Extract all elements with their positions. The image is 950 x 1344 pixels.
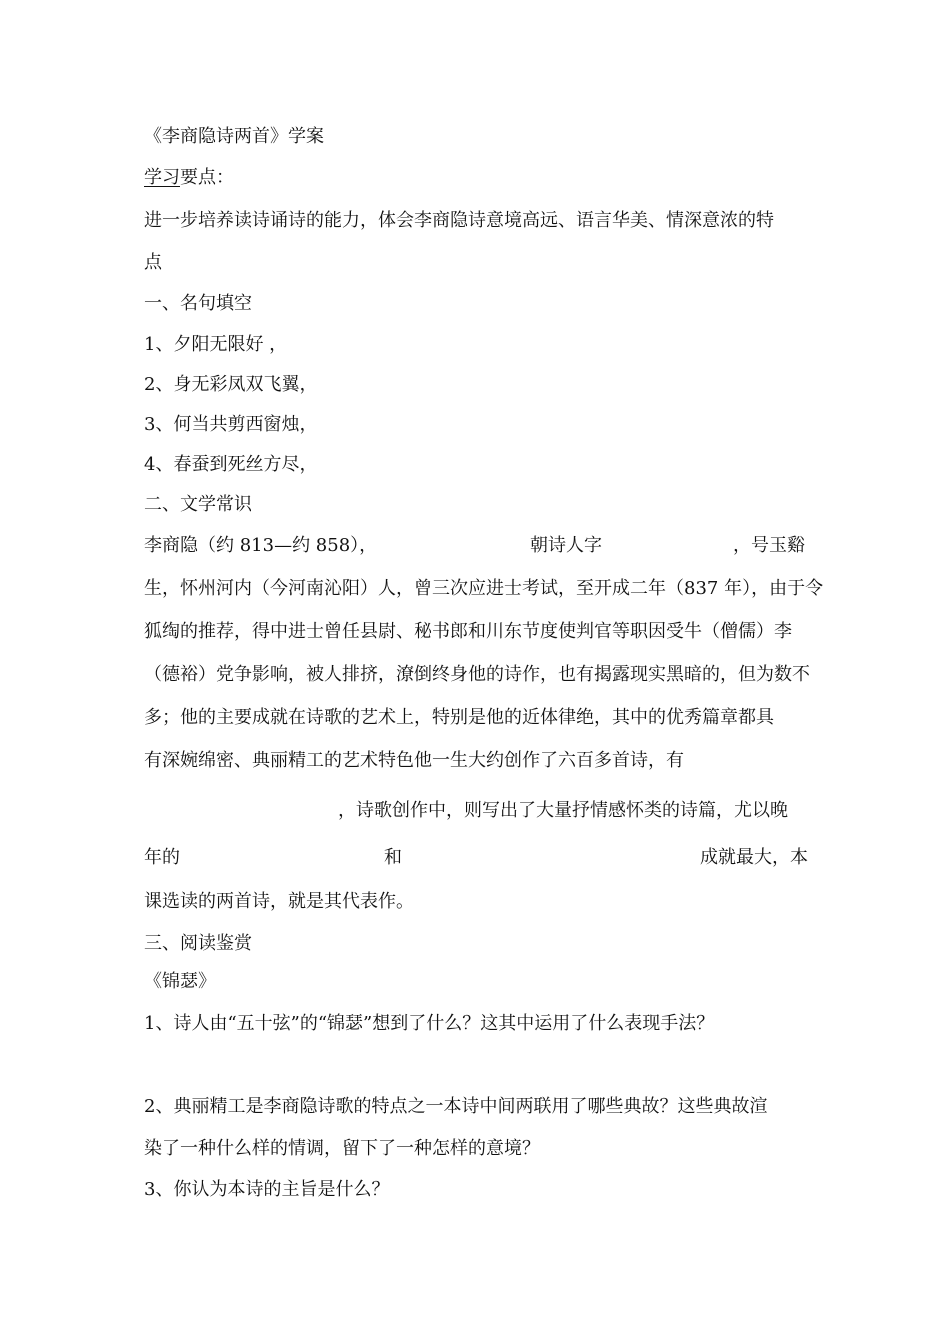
section-1-heading: 一、名句填空 [144, 293, 252, 314]
literature-line-8-a: 年的 [144, 847, 180, 868]
question-1: 1、诗人由“五十弦”的“锦瑟”想到了什么？这其中运用了什么表现手法？ [144, 1013, 715, 1034]
literature-line-1-b: 朝诗人字 [530, 535, 602, 556]
literature-line-6: 有深婉绵密、典丽精工的艺术特色他一生大约创作了六百多首诗，有 [144, 750, 684, 771]
poem-title: 《锦瑟》 [144, 971, 216, 992]
fill-item-1: 1、夕阳无限好 ， [144, 334, 288, 355]
literature-line-2: 生，怀州河内（今河南沁阳）人，曾三次应进士考试，至开成二年（837 年），由于令 [144, 578, 824, 599]
question-2-line-2: 染了一种什么样的情调，留下了一种怎样的意境？ [144, 1138, 540, 1159]
literature-line-5: 多；他的主要成就在诗歌的艺术上，特别是他的近体律绝，其中的优秀篇章都具 [144, 707, 774, 728]
fill-item-2: 2、身无彩凤双飞翼， [144, 374, 318, 395]
literature-line-1-c: ，号玉谿 [733, 535, 805, 556]
study-label-rest: 要点： [180, 167, 234, 188]
study-points-label [144, 166, 234, 190]
study-label-underlined: 学习 [144, 167, 180, 188]
question-3: 3、你认为本诗的主旨是什么？ [144, 1179, 390, 1200]
literature-line-4: （德裕）党争影响，被人排挤，潦倒终身他的诗作，也有揭露现实黑暗的，但为数不 [144, 664, 810, 685]
literature-line-8-c: 成就最大，本 [700, 847, 808, 868]
literature-line-9: 课选读的两首诗，就是其代表作。 [144, 891, 414, 912]
literature-line-7: ，诗歌创作中，则写出了大量抒情感怀类的诗篇，尤以晚 [338, 800, 788, 821]
fill-item-3: 3、何当共剪西窗烛， [144, 414, 318, 435]
study-points-text-line-1: 进一步培养读诗诵诗的能力，体会李商隐诗意境高远、语言华美、情深意浓的特 [144, 210, 774, 231]
document-title: 《李商隐诗两首》学案 [144, 126, 324, 147]
section-2-heading: 二、文学常识 [144, 494, 252, 515]
section-3-heading: 三、阅读鉴赏 [144, 933, 252, 954]
study-points-text-line-2: 点 [144, 252, 162, 273]
literature-line-8-b: 和 [384, 847, 402, 868]
fill-item-4: 4、春蚕到死丝方尽， [144, 454, 318, 475]
literature-line-3: 狐绹的推荐，得中进士曾任县尉、秘书郎和川东节度使判官等职因受牛（僧儒）李 [144, 621, 792, 642]
question-2-line-1: 2、典丽精工是李商隐诗歌的特点之一本诗中间两联用了哪些典故？这些典故渲 [144, 1096, 768, 1117]
literature-line-1-a: 李商隐（约 813—约 858）， [144, 535, 378, 556]
